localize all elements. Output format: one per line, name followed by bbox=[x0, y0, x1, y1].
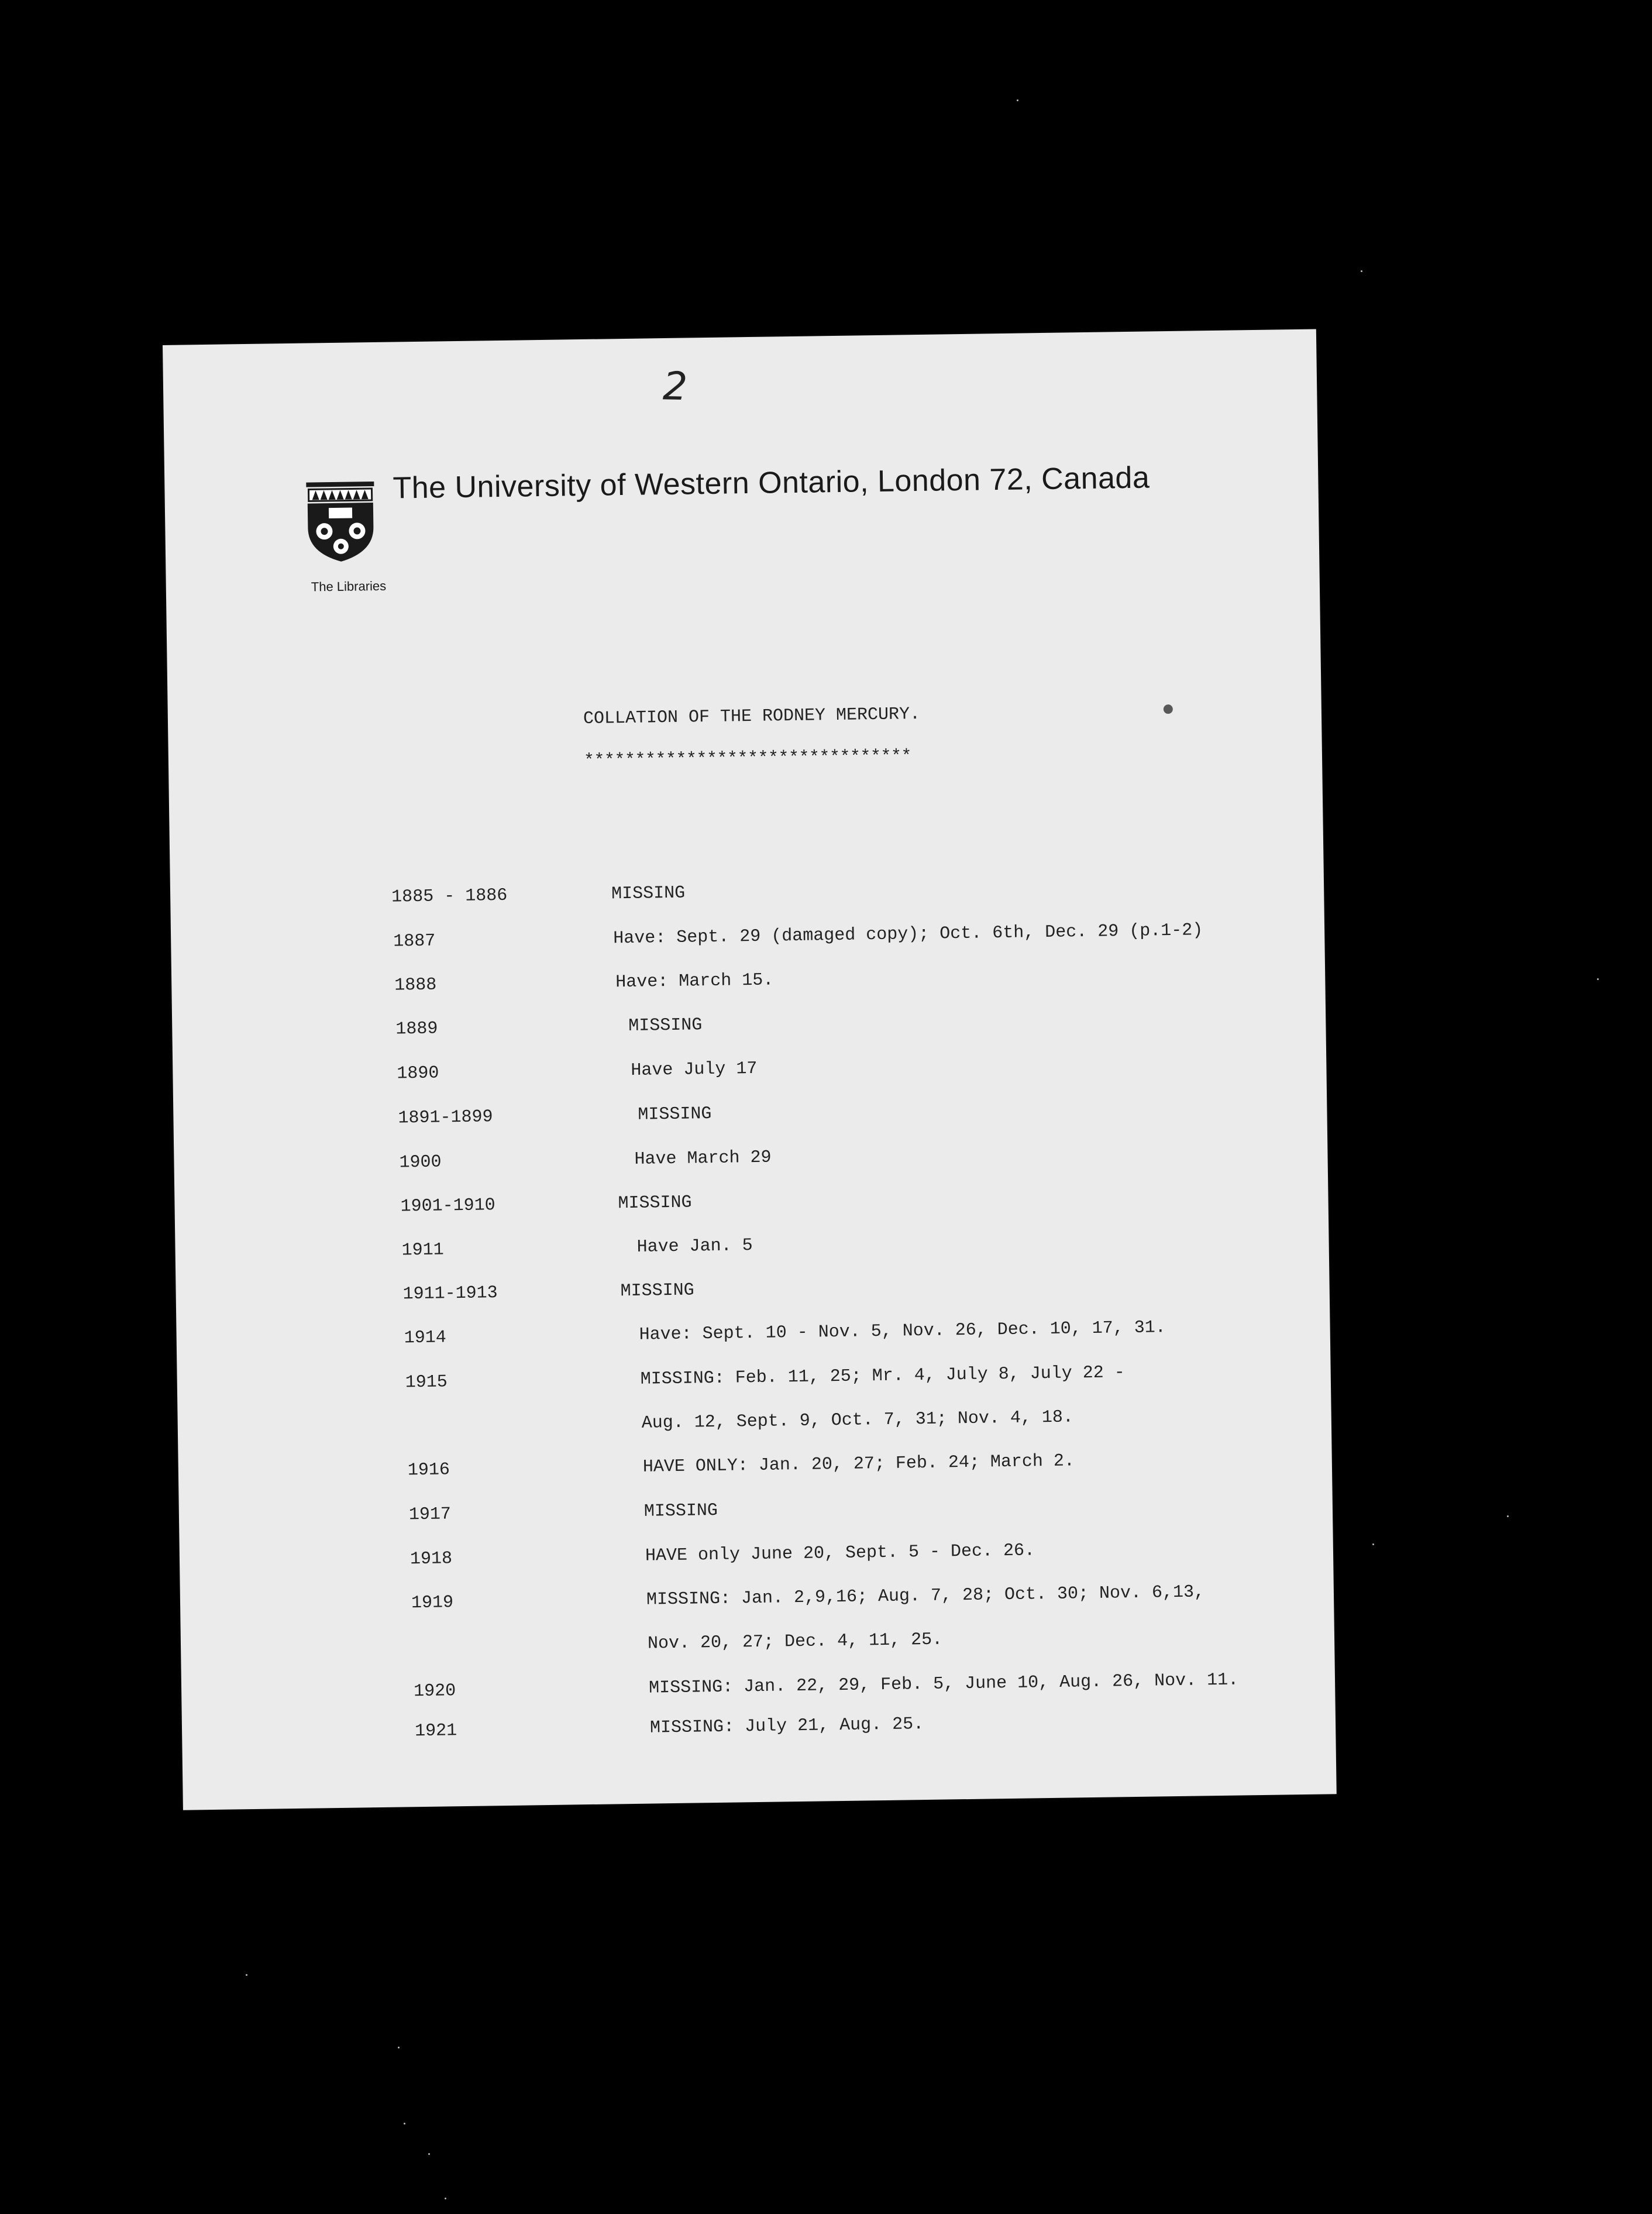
entry-row bbox=[402, 1280, 694, 1304]
entry-row bbox=[401, 1236, 752, 1260]
entry-row bbox=[415, 1714, 924, 1741]
entry-detail: MISSING: July 21, Aug. 25. bbox=[649, 1714, 924, 1738]
scan-dust bbox=[428, 2153, 430, 2155]
entry-year: 1916 bbox=[407, 1460, 450, 1481]
entry-detail: MISSING bbox=[628, 1015, 703, 1036]
entry-year: 1888 bbox=[394, 975, 437, 996]
entry-row bbox=[411, 1582, 1204, 1613]
document-page bbox=[163, 329, 1337, 1810]
entry-row bbox=[414, 1670, 1239, 1702]
entry-detail: HAVE only June 20, Sept. 5 - Dec. 26. bbox=[645, 1541, 1035, 1566]
entry-year: 1918 bbox=[409, 1549, 453, 1570]
university-crest-icon bbox=[305, 480, 376, 563]
entry-year: 1890 bbox=[397, 1063, 439, 1084]
scan-dust bbox=[1017, 99, 1018, 101]
entry-row bbox=[405, 1363, 1125, 1393]
entry-continuation: Nov. 20, 27; Dec. 4, 11, 25. bbox=[647, 1629, 943, 1654]
entry-year: 1917 bbox=[408, 1504, 452, 1525]
entry-year: 1915 bbox=[405, 1372, 448, 1393]
entry-detail: MISSING bbox=[618, 1192, 692, 1214]
entry-year: 1921 bbox=[414, 1721, 457, 1742]
entry-year: 1914 bbox=[404, 1328, 446, 1349]
entry-detail: Have July 17 bbox=[631, 1058, 758, 1081]
entry-year: 1901-1910 bbox=[400, 1195, 495, 1217]
entry-detail: MISSING bbox=[643, 1500, 718, 1522]
entry-row bbox=[410, 1541, 1035, 1569]
entry-row bbox=[391, 883, 685, 907]
entry-year: 1911-1913 bbox=[402, 1283, 498, 1305]
entry-detail: Have March 29 bbox=[634, 1147, 772, 1170]
entry-row bbox=[397, 1059, 757, 1084]
entry-detail: MISSING bbox=[620, 1280, 694, 1302]
entry-year: 1920 bbox=[413, 1681, 456, 1702]
letterhead-department: The Libraries bbox=[311, 578, 387, 594]
entry-row bbox=[398, 1104, 711, 1128]
letterhead-institution: The University of Western Ontario, London 72, Canada bbox=[393, 460, 1150, 506]
scan-dust bbox=[398, 2047, 400, 2048]
ink-speck bbox=[1164, 704, 1173, 714]
entry-row bbox=[399, 1148, 771, 1173]
entry-detail: MISSING bbox=[638, 1104, 712, 1125]
entry-detail: HAVE ONLY: Jan. 20, 27; Feb. 24; March 2. bbox=[642, 1451, 1075, 1477]
entry-row bbox=[393, 920, 1203, 951]
entry-continuation: Aug. 12, Sept. 9, Oct. 7, 31; Nov. 4, 18. bbox=[641, 1407, 1074, 1433]
scan-dust bbox=[445, 2198, 446, 2199]
entry-row bbox=[404, 1318, 1166, 1348]
entry-row bbox=[409, 1501, 718, 1525]
entry-detail: MISSING: Feb. 11, 25; Mr. 4, July 8, July 22 - bbox=[640, 1363, 1126, 1390]
document-title: COLLATION OF THE RODNEY MERCURY. bbox=[583, 704, 921, 730]
entry-year: 1900 bbox=[399, 1152, 442, 1173]
entry-row bbox=[394, 971, 773, 996]
entry-detail: Have: Sept. 10 - Nov. 5, Nov. 26, Dec. 10, 17, 31. bbox=[639, 1318, 1166, 1345]
entry-detail: Have: Sept. 29 (damaged copy); Oct. 6th, Dec. 29 (p.1-2) bbox=[613, 920, 1203, 949]
entry-detail: MISSING: Jan. 22, 29, Feb. 5, June 10, Aug. 26, Nov. 11. bbox=[648, 1670, 1239, 1699]
scan-dust bbox=[404, 2123, 405, 2124]
title-underline: ******************************** bbox=[583, 747, 912, 772]
entry-detail: Have: March 15. bbox=[615, 970, 774, 993]
entry-year: 1891-1899 bbox=[398, 1107, 493, 1129]
entry-detail: MISSING bbox=[611, 883, 686, 905]
scan-dust bbox=[1372, 1543, 1374, 1545]
scan-dust bbox=[1361, 270, 1362, 272]
entry-year: 1885 - 1886 bbox=[391, 885, 508, 907]
entry-detail: MISSING: Jan. 2,9,16; Aug. 7, 28; Oct. 30; Nov. 6,13, bbox=[646, 1582, 1205, 1610]
scan-dust bbox=[1597, 978, 1599, 980]
entry-year: 1887 bbox=[393, 931, 436, 952]
scan-dust bbox=[246, 1974, 247, 1976]
entry-year: 1919 bbox=[411, 1593, 454, 1614]
entry-year: 1889 bbox=[395, 1019, 438, 1040]
entry-year: 1911 bbox=[401, 1240, 444, 1261]
entry-row bbox=[408, 1451, 1075, 1480]
entry-detail: Have Jan. 5 bbox=[636, 1236, 753, 1257]
entry-row bbox=[395, 1015, 702, 1039]
page-number: 2 bbox=[662, 363, 688, 410]
scan-dust bbox=[1507, 1515, 1509, 1517]
entry-row bbox=[400, 1193, 691, 1217]
